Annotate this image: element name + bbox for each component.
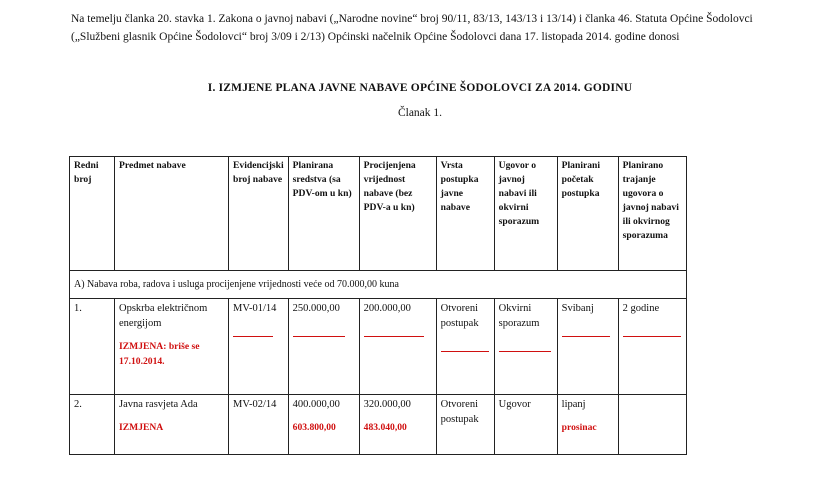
row2-start-new: prosinac (561, 422, 597, 433)
col-header-procedure: Vrsta postupka javne nabave (436, 157, 494, 271)
row1-evid: MV-01/14 (233, 303, 277, 314)
row2-estimated-cell (359, 395, 436, 455)
col-header-contract: Ugovor o javnoj nabavi ili okvirni sporazum (494, 157, 557, 271)
row1-evid-strike-line (233, 326, 273, 337)
row2-estimated: 320.000,00 (363, 399, 411, 410)
row1-duration-cell (618, 299, 686, 395)
col-header-no: Redni broj (70, 157, 115, 271)
article-label: Članak 1. (397, 107, 443, 119)
intro-paragraph: Na temelju članka 20. stavka 1. Zakona o javnoj nabavi („Narodne novine“ broj 90/11, 83/13, 143/13 i 13/14) i članka 46. Statuta Općine Šodolovci („Službeni glasnik Općine Šodolovci“ broj 3/09 i 2/13) Općinski načelnik Općine Šodolovci dana 17. listopada 2014. godine donosi (71, 13, 753, 43)
row1-start-strike-line (562, 326, 610, 337)
row1-planned-cell (288, 299, 359, 395)
row1-start-cell (557, 299, 618, 395)
row1-procedure: Otvoreni postupak (440, 303, 479, 329)
table-row (70, 299, 687, 395)
row2-evid: MV-02/14 (229, 395, 289, 455)
row2-subject-cell (115, 395, 229, 455)
section-row (70, 271, 687, 299)
col-header-planned: Planirana sredstva (sa PDV-om u kn) (288, 157, 359, 271)
row2-start: lipanj (561, 399, 586, 410)
row2-change-note: IZMJENA (119, 422, 164, 433)
row1-no: 1. (70, 299, 115, 395)
row1-start: Svibanj (561, 303, 594, 314)
row1-procedure-cell (436, 299, 494, 395)
row2-start-cell (557, 395, 618, 455)
row1-subject-cell (115, 299, 229, 395)
row1-duration-strike-line (623, 326, 681, 337)
row1-evid-cell (229, 299, 289, 395)
section-a-label: A) Nabava roba, radova i usluga procijenjene vrijednosti veće od 70.000,00 kuna (70, 271, 687, 299)
row1-duration: 2 godine (622, 303, 660, 314)
row1-estimated-cell (359, 299, 436, 395)
table-row (70, 395, 687, 455)
table-header-row (70, 157, 687, 271)
row1-contract-cell (494, 299, 557, 395)
row2-subject: Javna rasvjeta Ada (119, 399, 198, 410)
row2-planned-cell (288, 395, 359, 455)
row2-contract: Ugovor (494, 395, 557, 455)
row1-planned: 250.000,00 (292, 303, 340, 314)
procurement-plan-table (69, 156, 687, 455)
row2-procedure: Otvoreni postupak (436, 395, 494, 455)
row1-change-note: IZMJENA: briše se 17.10.2014. (119, 341, 200, 367)
row1-contract: Okvirni sporazum (498, 303, 540, 329)
col-header-duration: Planirano trajanje ugovora o javnoj nabavi ili okvirnog sporazuma (618, 157, 686, 271)
row1-contract-strike-line (499, 341, 551, 352)
col-header-start: Planirani početak postupka (557, 157, 618, 271)
col-header-evid: Evidencijski broj nabave (229, 157, 289, 271)
row2-estimated-new: 483.040,00 (363, 422, 407, 433)
row2-planned-new: 603.800,00 (292, 422, 336, 433)
row2-planned: 400.000,00 (292, 399, 340, 410)
row1-planned-strike-line (293, 326, 345, 337)
row1-estimated: 200.000,00 (363, 303, 411, 314)
row1-subject: Opskrba električnom energijom (119, 303, 208, 329)
row2-no: 2. (70, 395, 115, 455)
col-header-estimated: Procijenjena vrijednost nabave (bez PDV-a u kn) (359, 157, 436, 271)
row1-estimated-strike-line (364, 326, 424, 337)
document-heading: I. IZMJENE PLANA JAVNE NABAVE OPĆINE ŠODOLOVCI ZA 2014. GODINU (207, 82, 633, 94)
row2-duration (618, 395, 686, 455)
col-header-subject: Predmet nabave (115, 157, 229, 271)
row1-procedure-strike-line (441, 341, 489, 352)
